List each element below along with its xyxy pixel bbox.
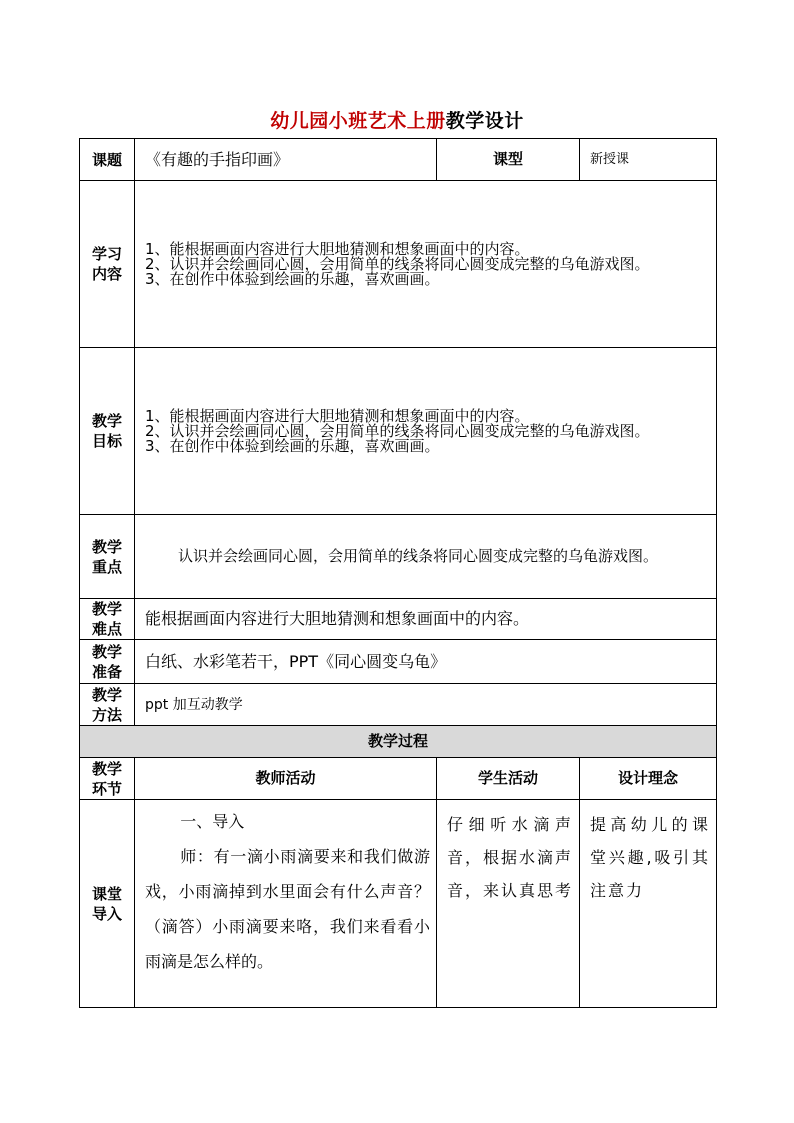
intro-teacher-text: 师：有一滴小雨滴要来和我们做游戏，小雨滴掉到水里面会有什么声音？（滴答）小雨滴要来咯，我们来看看小雨滴是怎么样的。 — [145, 847, 430, 971]
focus-label — [80, 515, 135, 599]
goals-item: 2、认识并会绘画同心圆，会用简单的线条将同心圆变成完整的乌龟游戏图。 — [145, 421, 650, 440]
intro-student-cell — [437, 800, 580, 1008]
col-student-header: 学生活动 — [437, 758, 580, 800]
col-teacher-header: 教师活动 — [135, 758, 437, 800]
content-label-line1: 学习 — [91, 245, 122, 263]
title-black-part: 教学设计 — [445, 110, 524, 132]
focus-label-line1: 教学 — [91, 537, 122, 556]
content-row — [80, 181, 717, 348]
content-item: 3、在创作中体验到绘画的乐趣，喜欢画画。 — [145, 269, 440, 288]
type-label: 课型 — [437, 139, 580, 181]
method-label-line2: 方法 — [91, 705, 122, 724]
intro-stage-line2: 导入 — [91, 904, 122, 923]
difficulty-label — [80, 599, 135, 640]
col-stage-line1: 教学 — [91, 759, 122, 778]
content-item: 1、能根据画面内容进行大胆地猜测和想象画面中的内容。 — [145, 239, 530, 258]
prep-label-line2: 准备 — [91, 662, 122, 681]
prep-label-line1: 教学 — [91, 642, 122, 661]
intro-stage-label — [80, 800, 135, 1008]
intro-teacher-cell — [135, 800, 437, 1008]
difficulty-text: 能根据画面内容进行大胆地猜测和想象画面中的内容。 — [135, 599, 717, 640]
topic-row — [80, 139, 717, 181]
lesson-plan-table — [79, 138, 717, 1008]
intro-concept-cell — [580, 800, 717, 1008]
difficulty-row — [80, 599, 717, 640]
topic-label: 课题 — [80, 139, 135, 181]
col-stage-header — [80, 758, 135, 800]
difficulty-label-line2: 难点 — [91, 620, 122, 638]
method-text: ppt 加互动教学 — [135, 684, 717, 726]
goals-item: 1、能根据画面内容进行大胆地猜测和想象画面中的内容。 — [145, 406, 530, 425]
type-value: 新授课 — [580, 139, 717, 181]
intro-teacher-heading: 一、导入 — [180, 812, 245, 831]
topic-value: 《有趣的手指印画》 — [135, 139, 437, 181]
goals-text — [135, 348, 717, 515]
title-red-part: 幼儿园小班艺术上册 — [270, 110, 446, 132]
goals-label-line1: 教学 — [91, 412, 122, 430]
content-text — [135, 181, 717, 348]
prep-label — [80, 640, 135, 684]
col-stage-line2: 环节 — [91, 779, 122, 798]
prep-row — [80, 640, 717, 684]
focus-paragraph: 认识并会绘画同心圆，会用简单的线条将同心圆变成完整的乌龟游戏图。 — [178, 547, 659, 565]
process-columns-row — [80, 758, 717, 800]
intro-student-text: 仔细听水滴声音，根据水滴声音，来认真思考 — [447, 815, 574, 900]
difficulty-label-line1: 教学 — [91, 600, 122, 618]
document-title — [0, 106, 794, 133]
content-item: 2、认识并会绘画同心圆，会用简单的线条将同心圆变成完整的乌龟游戏图。 — [145, 254, 650, 273]
focus-label-line2: 重点 — [91, 557, 122, 576]
prep-text: 白纸、水彩笔若干，PPT《同心圆变乌龟》 — [135, 640, 717, 684]
intro-stage-line1: 课堂 — [91, 884, 122, 903]
intro-concept-text: 提高幼儿的课堂兴趣,吸引其注意力 — [590, 815, 710, 900]
content-label — [80, 181, 135, 348]
col-concept-header: 设计理念 — [580, 758, 717, 800]
goals-label-line2: 目标 — [91, 432, 122, 450]
content-label-line2: 内容 — [91, 265, 122, 283]
method-label-line1: 教学 — [91, 685, 122, 704]
process-header-row — [80, 726, 717, 758]
intro-row — [80, 800, 717, 1008]
goals-label — [80, 348, 135, 515]
focus-row — [80, 515, 717, 599]
goals-row — [80, 348, 717, 515]
method-label — [80, 684, 135, 726]
focus-text — [135, 515, 717, 599]
method-row — [80, 684, 717, 726]
process-header: 教学过程 — [80, 726, 717, 758]
goals-item: 3、在创作中体验到绘画的乐趣，喜欢画画。 — [145, 436, 440, 455]
